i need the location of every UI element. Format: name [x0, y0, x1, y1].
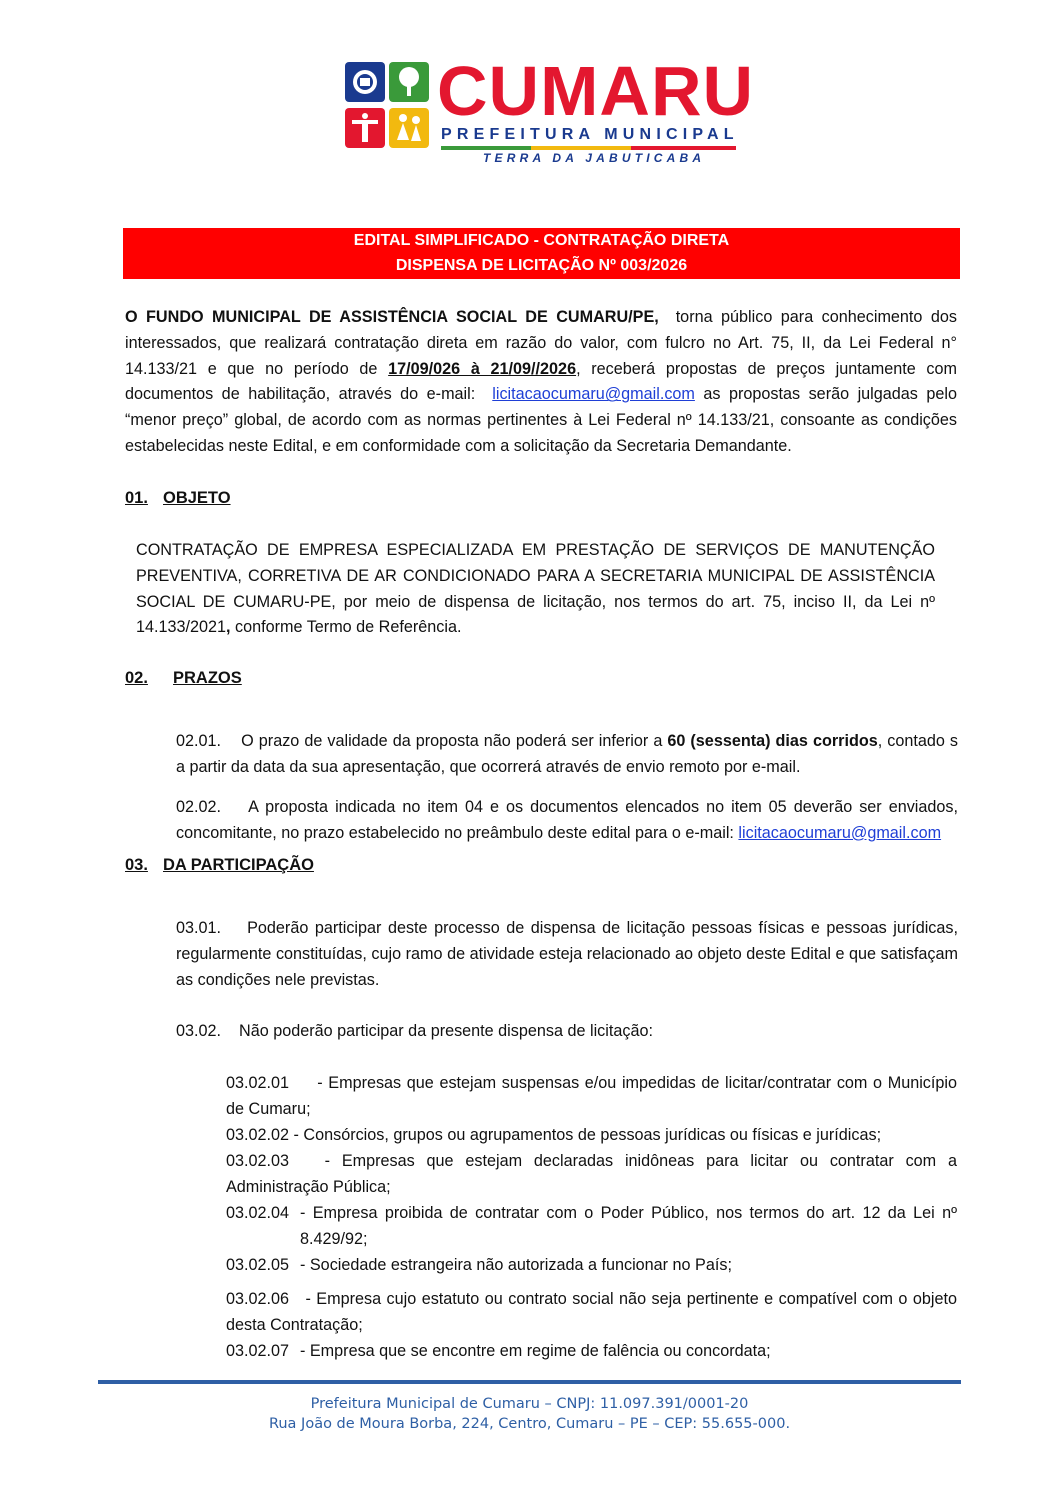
clause-03-02: 03.02. Não poderão participar da presente dispensa de licitação: [176, 1022, 653, 1040]
brand-stripe-red [631, 146, 736, 150]
title-line-1: EDITAL SIMPLIFICADO - CONTRATAÇÃO DIRETA [353, 232, 730, 249]
clause-03-01: 03.01. Poderão participar deste processo de dispensa de licitação pessoas físicas e pessoas jurídicas, regularmente constituídas, cujo ramo de atividade esteja relacionado ao objeto deste Edital e que satisfaçam as condições nele previstas. [176, 919, 958, 989]
children-icon [389, 108, 429, 148]
brand-name: CUMARU [437, 52, 755, 130]
seal-icon [345, 62, 385, 102]
title-line-2: DISPENSA DE LICITAÇÃO Nº 003/2026 [395, 257, 688, 274]
brand-stripe-green [441, 146, 531, 150]
tree-icon [389, 62, 429, 102]
clause-02-02: 02.02. A proposta indicada no item 04 e os documentos elencados no item 05 deverão ser enviados, concomitante, no prazo estabelecido no preâmbulo deste edital para o e-mail: licitacaocumaru@gmail.com [176, 798, 958, 842]
clause-02-01: 02.01. O prazo de validade da proposta não poderá ser inferior a 60 (sessenta) dias corridos, contado s a partir da data da sua apresentação, que ocorrerá através de envio remoto por e-mail. [176, 732, 959, 776]
section-01-text: CONTRATAÇÃO DE EMPRESA ESPECIALIZADA EM PRESTAÇÃO DE SERVIÇOS DE MANUTENÇÃO PREVENTIVA, CORRETIVA DE AR CONDICIONADO PARA A SECRETARIA MUNICIPAL DE ASSISTÊNCIA SOCIAL DE CUMARU-PE, por meio de dispensa de licitação, nos termos do art. 75, inciso II, da Lei nº 14.133/2021, conforme Termo de Referência. [136, 541, 935, 637]
section-02-heading: 02. PRAZOS [125, 669, 242, 687]
brand-subtitle: PREFEITURA MUNICIPAL [441, 126, 739, 143]
list-item: 03.02.02 - Consórcios, grupos ou agrupamentos de pessoas jurídicas ou físicas e jurídicas; [226, 1126, 882, 1144]
list-item: 03.02.01 - Empresas que estejam suspensas e/ou impedidas de licitar/contratar com o Município de Cumaru; [226, 1074, 957, 1118]
footer-line-1: Prefeitura Municipal de Cumaru – CNPJ: 11.097.391/0001-20 [310, 1396, 749, 1412]
list-item: 03.02.06 - Empresa cujo estatuto ou contrato social não seja pertinente e compatível com o objeto desta Contratação; [226, 1290, 958, 1334]
submission-period: 17/09/026 à 21/09//2026 [388, 359, 577, 378]
email-link-2[interactable]: licitacaocumaru@gmail.com [738, 823, 942, 842]
brand-stripe-yellow [531, 146, 631, 150]
christ-statue-icon [345, 108, 385, 148]
municipal-logo [345, 52, 755, 170]
section-03-heading: 03. DA PARTICIPAÇÃO [125, 856, 314, 874]
footer-line-2: Rua João de Moura Borba, 224, Centro, Cumaru – PE – CEP: 55.655-000. [268, 1416, 791, 1432]
list-item: 03.02.07 - Empresa que se encontre em regime de falência ou concordata; [226, 1342, 771, 1360]
list-item: 03.02.03 - Empresas que estejam declaradas inidôneas para licitar ou contratar com a Administração Pública; [226, 1152, 957, 1196]
list-item: 03.02.04 - Empresa proibida de contratar com o Poder Público, nos termos do art. 12 da Lei nº 8.429/92; [226, 1204, 957, 1248]
document-title-banner [123, 228, 960, 279]
intro-entity: O FUNDO MUNICIPAL DE ASSISTÊNCIA SOCIAL DE CUMARU/PE, [125, 308, 659, 326]
intro-paragraph: O FUNDO MUNICIPAL DE ASSISTÊNCIA SOCIAL DE CUMARU/PE, torna público para conhecimento dos interessados, que realizará contratação direta em razão do valor, com fulcro no Art. 75, II, da Lei Federal n° 14.133/21 e que no período de 17/09/026 à 21/09//2026, receberá propostas de preços juntamente com documentos de habilitação, através do e-mail: licitacaocumaru@gmail.com as propostas serão julgadas pelo “menor preço” global, de acordo com as normas pertinentes à Lei Federal nº 14.133/21, consoante as condições estabelecidas neste Edital, e em conformidade com a solicitação da Secretaria Demandante. [125, 308, 958, 455]
brand-tagline: TERRA DA JABUTICABA [483, 151, 706, 165]
email-link[interactable]: licitacaocumaru@gmail.com [492, 385, 695, 404]
footer-rule [98, 1380, 961, 1384]
list-item: 03.02.05 - Sociedade estrangeira não autorizada a funcionar no País; [226, 1256, 732, 1274]
section-01-heading: 01. OBJETO [125, 489, 231, 507]
